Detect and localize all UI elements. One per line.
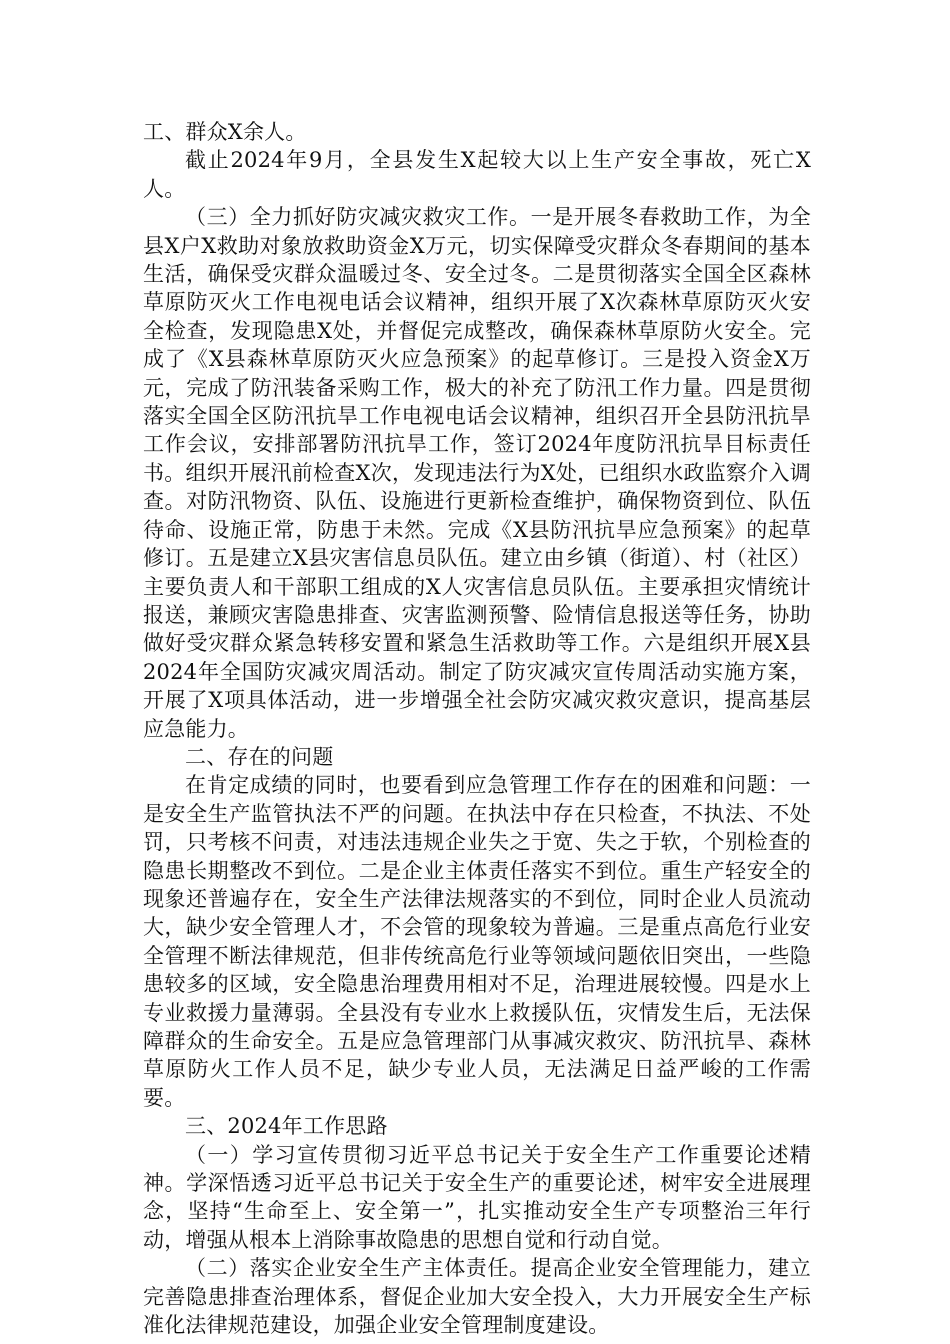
paragraph-enterprise-responsibility: （二）落实企业安全生产主体责任。提高企业安全管理能力，建立完善隐患排查治理体系，督促企业加大安全投入，大力开展安全生产标准化法律规范建设，加强企业安全管理制度建设。 bbox=[143, 1256, 811, 1338]
paragraph-problems: 在肯定成绩的同时，也要看到应急管理工作存在的困难和问题：一是安全生产监管执法不严的问题。在执法中存在只检查，不执法、不处罚，只考核不问责，对违法违规企业失之于宽、失之于软，个别检查的隐患长期整改不到位。二是企业主体责任落实不到位。重生产轻安全的现象还普遍存在，安全生产法律法规落实的不到位，同时企业人员流动大，缺少安全管理人才，不会管的现象较为普遍。三是重点高危行业安全管理不断法律规范，但非传统高危行业等领域问题依旧突出，一些隐患较多的区域，安全隐患治理费用相对不足，治理进展较慢。四是水上专业救援力量薄弱。全县没有专业水上救援队伍，灾情发生后，无法保障群众的生命安全。五是应急管理部门从事减灾救灾、防汛抗旱、森林草原防火工作人员不足，缺少专业人员，无法满足日益严峻的工作需要。 bbox=[143, 773, 811, 1110]
paragraph-accident-stats: 截止2024年9月，全县发生X起较大以上生产安全事故，死亡X人。 bbox=[143, 148, 811, 201]
paragraph-disaster-relief: （三）全力抓好防灾减灾救灾工作。一是开展冬春救助工作，为全县X户X救助对象放救助资金X万元，切实保障受灾群众冬春期间的基本生活，确保受灾群众温暖过冬、安全过冬。二是贯彻落实全国全区森林草原防灭火工作电视电话会议精神，组织开展了X次森林草原防灭火安全检查，发现隐患X处，并督促完成整改，确保森林草原防火安全。完成了《X县森林草原防灭火应急预案》的起草修订。三是投入资金X万元，完成了防汛装备采购工作，极大的补充了防汛工作力量。四是贯彻落实全国全区防汛抗旱工作电视电话会议精神，组织召开全县防汛抗旱工作会议，安排部署防汛抗旱工作，签订2024年度防汛抗旱目标责任书。组织开展汛前检查X次，发现违法行为X处，已组织水政监察介入调查。对防汛物资、队伍、设施进行更新检查维护，确保物资到位、队伍待命、设施正常，防患于未然。完成《X县防汛抗旱应急预案》的起草修订。五是建立X县灾害信息员队伍。建立由乡镇（街道）、村（社区）主要负责人和干部职工组成的X人灾害信息员队伍。主要承担灾情统计报送，兼顾灾害隐患排查、灾害监测预警、险情信息报送等任务，协助做好受灾群众紧急转移安置和紧急生活救助等工作。六是组织开展X县2024年全国防灾减灾周活动。制定了防灾减灾宣传周活动实施方案，开展了X项具体活动，进一步增强全社会防灾减灾救灾意识，提高基层应急能力。 bbox=[143, 205, 811, 741]
paragraph-continuation: 工、群众X余人。 bbox=[143, 120, 307, 144]
section-heading-problems: 二、存在的问题 bbox=[185, 744, 334, 769]
document-page bbox=[143, 118, 811, 1339]
section-heading-work-plan: 三、2024年工作思路 bbox=[185, 1114, 388, 1139]
paragraph-study-guidance: （一）学习宣传贯彻习近平总书记关于安全生产工作重要论述精神。学深悟透习近平总书记关于安全生产的重要论述，树牢安全进展理念，坚持“生命至上、安全第一”，扎实推动安全生产专项整治三年行动，增强从根本上消除事故隐患的思想自觉和行动自觉。 bbox=[143, 1142, 811, 1252]
